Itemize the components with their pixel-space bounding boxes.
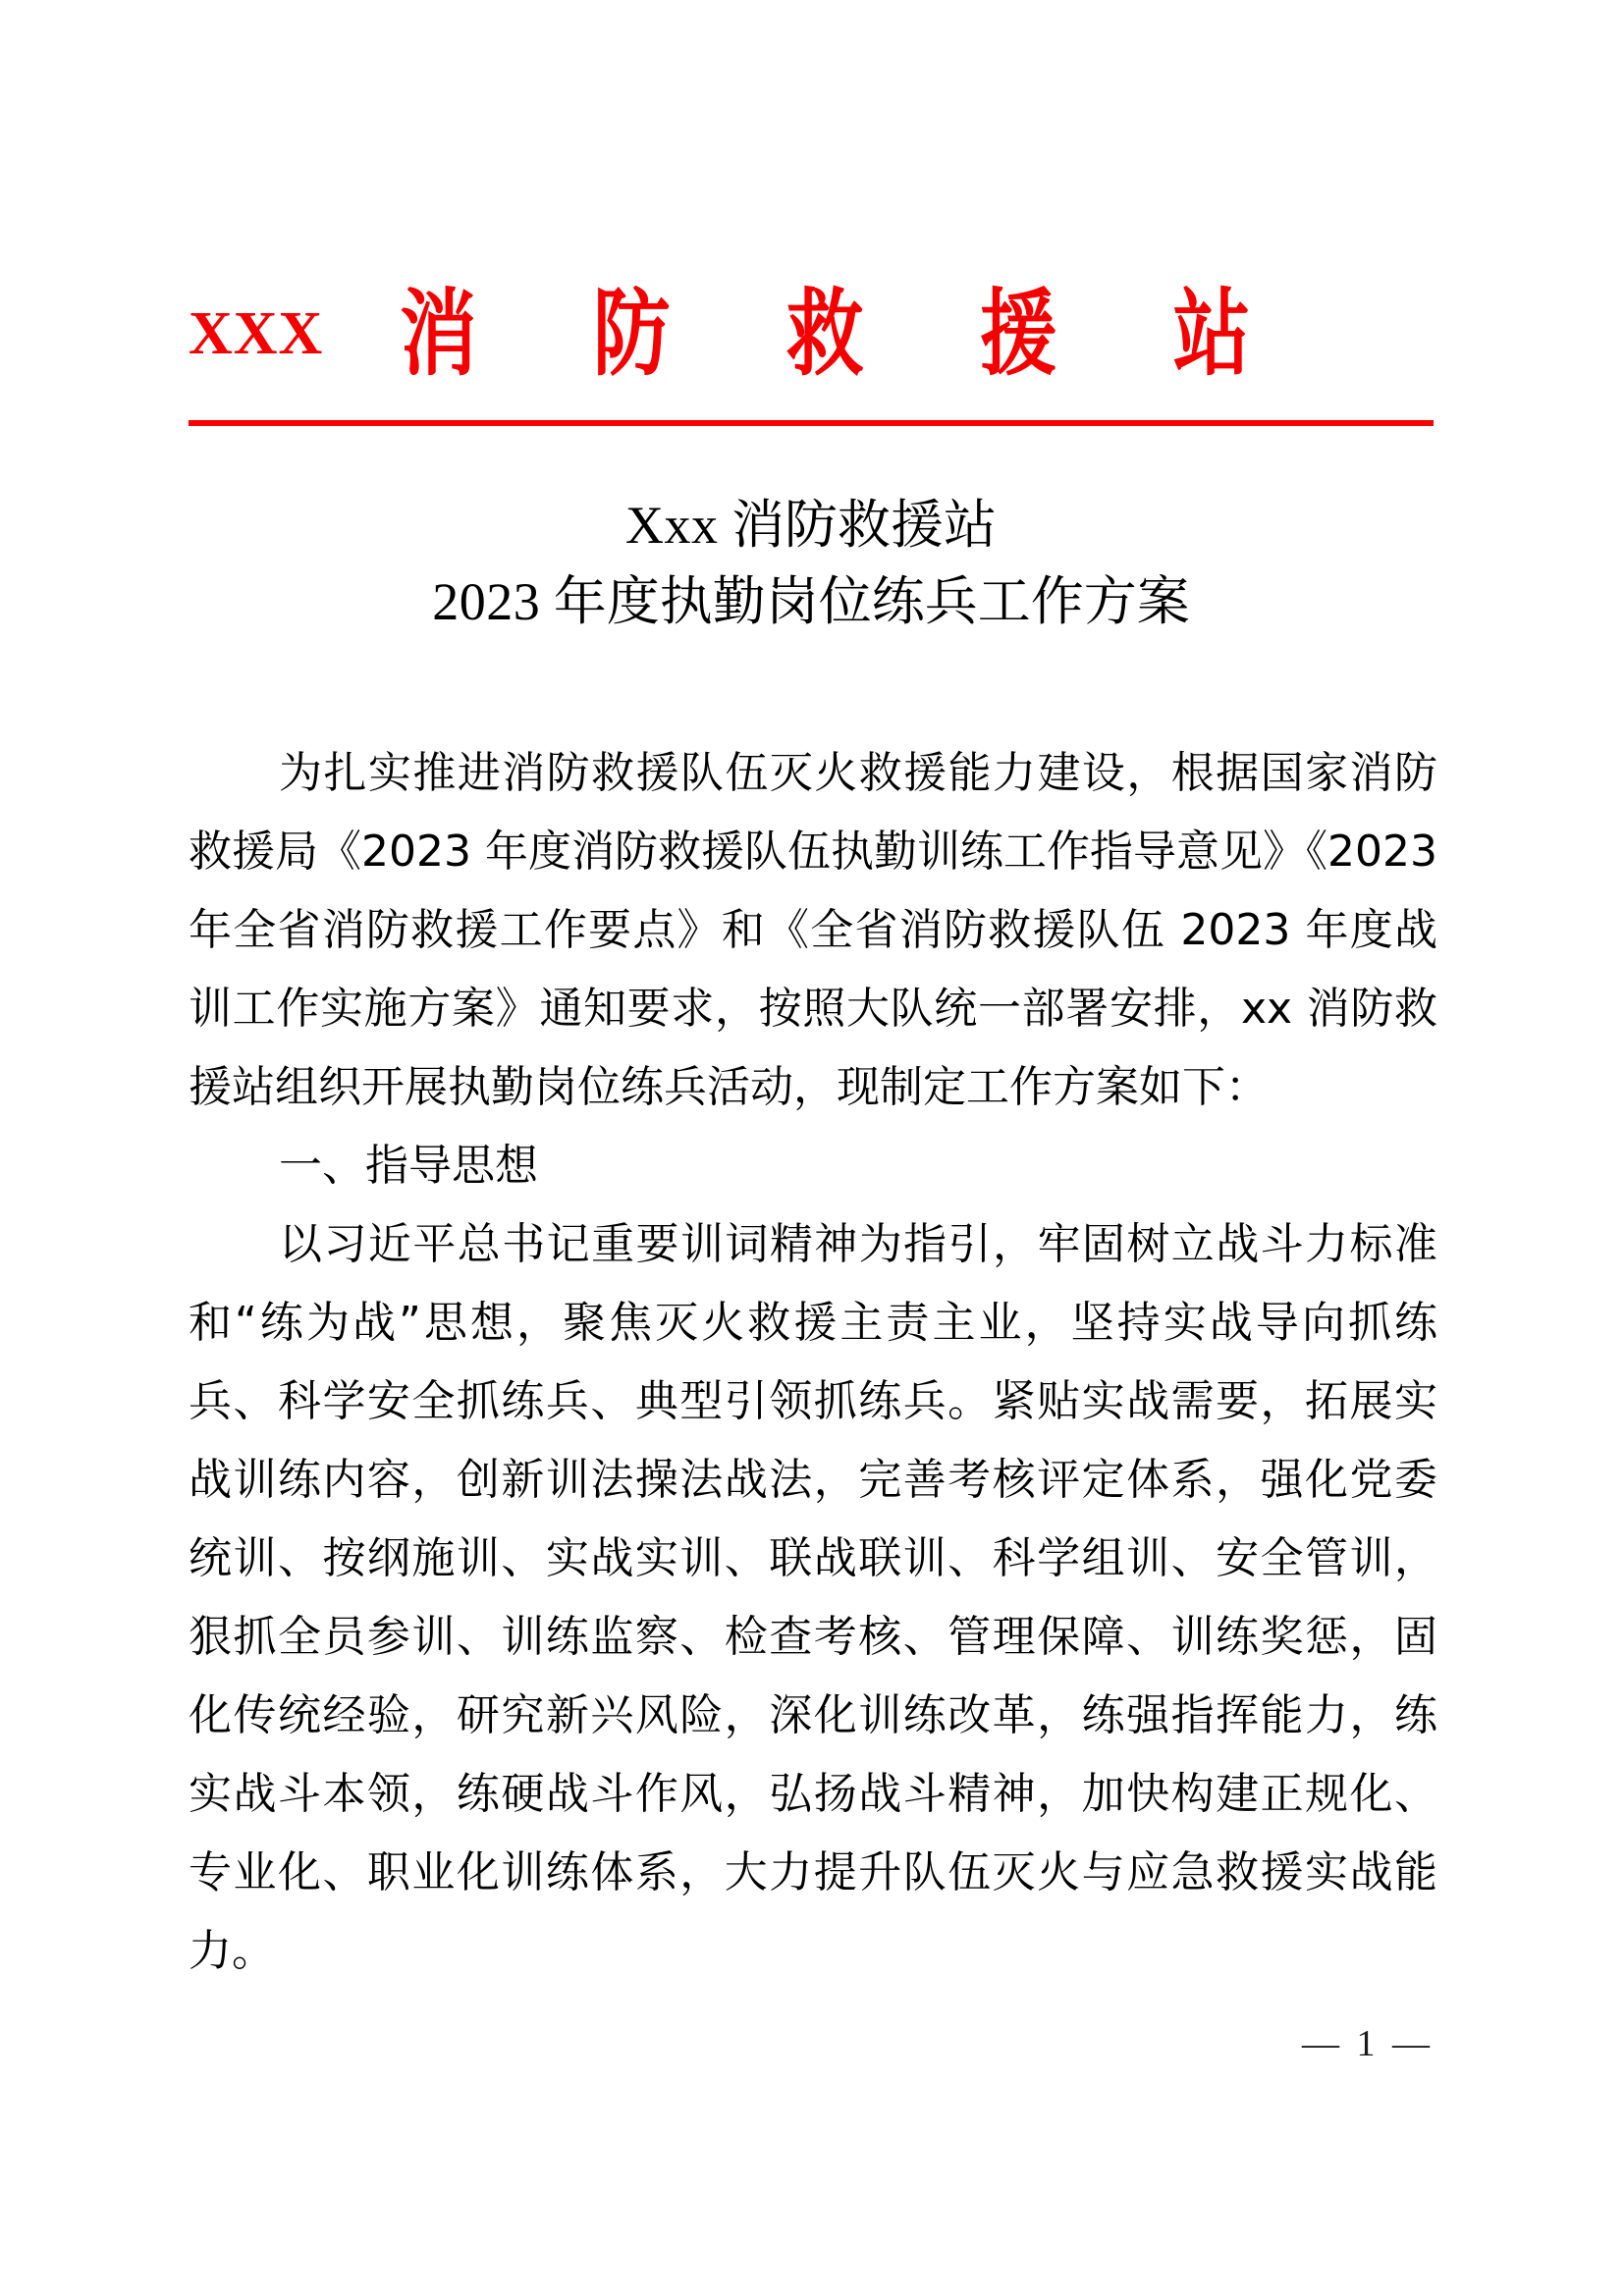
document-title-line-1-latin: Xxx (625, 496, 719, 555)
letterhead-title (400, 279, 1251, 389)
document-title-line-2-cjk: 年度执勤岗位练兵工作方案 (553, 570, 1190, 632)
letterhead-char-4: 援 (980, 279, 1057, 389)
letterhead-char-5: 站 (1173, 279, 1251, 389)
document-title (189, 487, 1434, 640)
letterhead (189, 265, 1437, 402)
document-title-line-1-cjk: 消防救援站 (731, 494, 997, 556)
letterhead-char-1: 消 (400, 279, 478, 389)
page-number: — 1 — (1302, 2023, 1434, 2064)
letterhead-char-3: 救 (786, 279, 864, 389)
body-paragraph-2: 以习近平总书记重要训词精神为指引，牢固树立战斗力标准和“练为战”思想，聚焦灭火救援主责主业，坚持实战导向抓练兵、科学安全抓练兵、典型引领抓练兵。紧贴实战需要，拓展实战训练内容，创新训法操法战法，完善考核评定体系，强化党委统训、按纲施训、实战实训、联战联训、科学组训、安全管训，狠抓全员参训、训练监察、检查考核、管理保障、训练奖惩，固化传统经验，研究新兴风险，深化训练改革，练强指挥能力，练实战斗本领，练硬战斗作风，弘扬战斗精神，加快构建正规化、专业化、职业化训练体系，大力提升队伍灭火与应急救援实战能力。 (189, 1219, 1437, 1976)
document-body (189, 734, 1437, 1991)
letterhead-prefix: XXX (189, 300, 324, 367)
letterhead-char-2: 防 (593, 279, 671, 389)
document-title-line-1 (189, 487, 1434, 563)
body-paragraph-1: 为扎实推进消防救援队伍灭火救援能力建设，根据国家消防救援局《2023 年度消防救援队伍执勤训练工作指导意见》《2023 年全省消防救援工作要点》和《全省消防救援队伍 2023 年度战训工作实施方案》通知要求，按照大队统一部署安排，xx 消防救援站组织开展执勤岗位练兵活动，现制定工作方案如下： (189, 748, 1437, 1112)
document-title-line-2 (189, 563, 1434, 640)
document-title-line-2-latin: 2023 (432, 572, 541, 631)
letterhead-divider-rule (189, 420, 1434, 426)
section-heading-1: 一、指导思想 (279, 1141, 538, 1191)
